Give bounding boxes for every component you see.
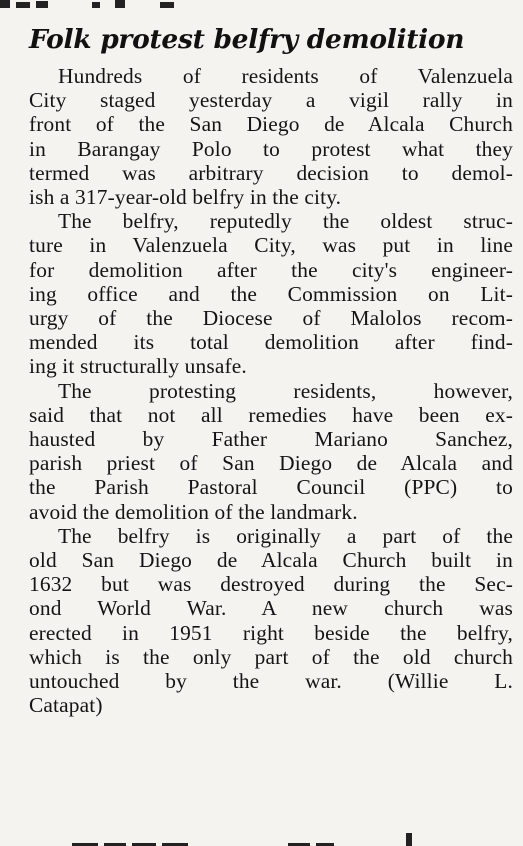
article-line: old San Diego de Alcala Church built in [29, 548, 513, 573]
article-line: City staged yesterday a vigil rally in [29, 88, 513, 113]
article-paragraph [29, 64, 513, 209]
article-line: hausted by Father Mariano Sanchez, [29, 427, 513, 452]
article-line: in Barangay Polo to protest what they [29, 136, 513, 161]
article-line: The protesting residents, however, [58, 378, 513, 403]
article-paragraph [29, 379, 513, 524]
article-line: avoid the demolition of the landmark. [29, 499, 358, 524]
article-line: parish priest of San Diego de Alcala and [29, 451, 513, 476]
article-line: untouched by the war. (Willie L. [29, 669, 513, 694]
headline: Folk protest belfry demolition [29, 24, 465, 55]
article-line: ond World War. A new church was [29, 596, 513, 621]
article-line: for demolition after the city's engineer- [29, 257, 513, 282]
article-line: Catapat) [29, 693, 103, 718]
cropped-text-fragment-bottom [60, 831, 510, 846]
cropped-next-headline [60, 828, 510, 846]
article-line: ture in Valenzuela City, was put in line [29, 233, 513, 258]
article-line: mended its total demolition after find- [29, 330, 513, 355]
article-line: urgy of the Diocese of Malolos recom- [29, 306, 513, 331]
article-body [29, 64, 513, 717]
cropped-previous-headline [0, 0, 523, 8]
article-line: the Parish Pastoral Council (PPC) to [29, 475, 513, 500]
article-paragraph [29, 524, 513, 718]
article-line: ing it structurally unsafe. [29, 354, 247, 379]
article-line: erected in 1951 right beside the belfry, [29, 620, 513, 645]
cropped-text-fragment-top [0, 0, 523, 8]
article-paragraph [29, 209, 513, 378]
article-line: The belfry, reputedly the oldest struc- [58, 209, 513, 234]
article-line: ish a 317-year-old belfry in the city. [29, 185, 342, 210]
article-line: The belfry is originally a part of the [58, 523, 513, 548]
article-line: which is the only part of the old church [29, 644, 513, 669]
article-line: termed was arbitrary decision to demol- [29, 160, 513, 185]
article-line: said that not all remedies have been ex- [29, 402, 513, 427]
article-line: 1632 but was destroyed during the Sec- [29, 572, 513, 597]
article-line: Hundreds of residents of Valenzuela [58, 64, 513, 88]
article-line: ing office and the Commission on Lit- [29, 281, 513, 306]
article-line: front of the San Diego de Alcala Church [29, 112, 513, 137]
